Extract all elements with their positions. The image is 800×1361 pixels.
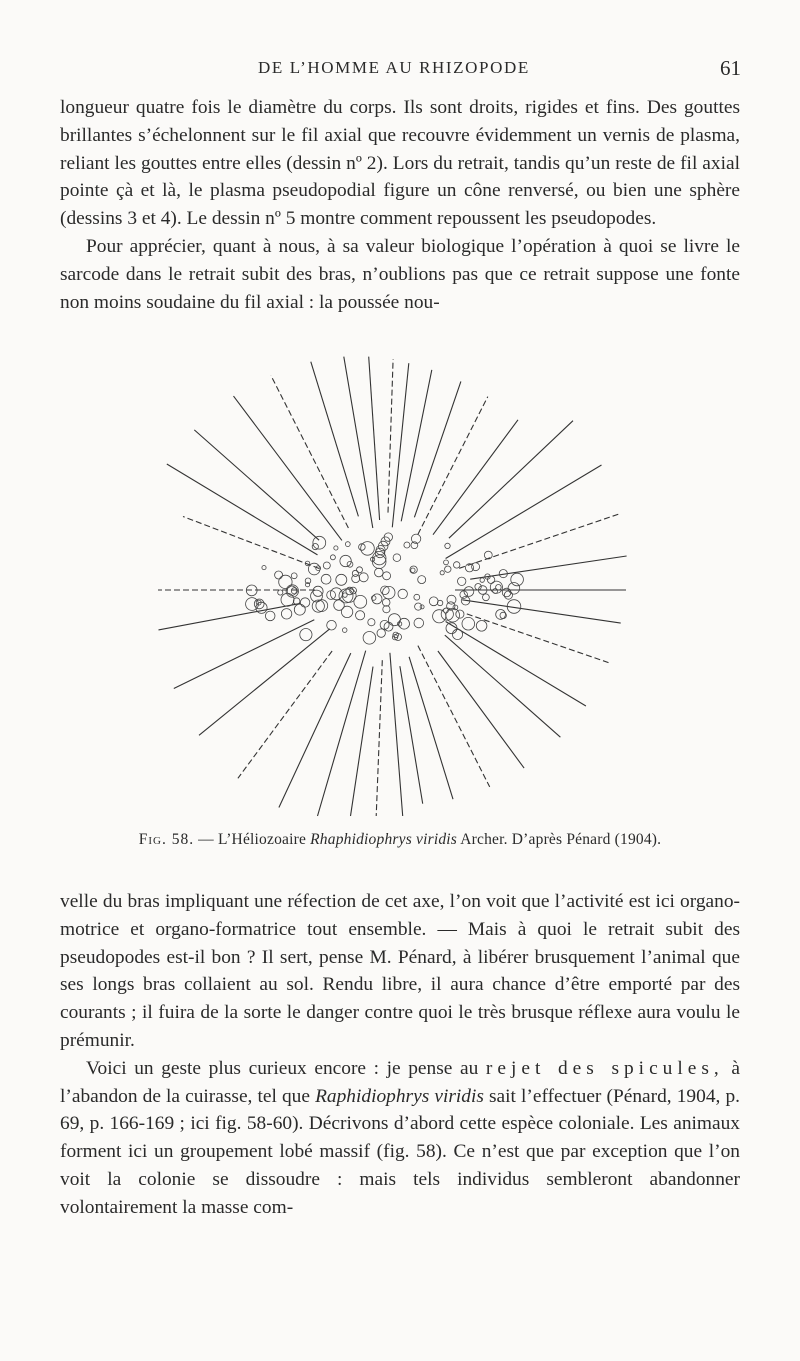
running-head: DE L’HOMME AU RHIZOPODE	[258, 58, 530, 77]
colony-cell	[313, 536, 326, 549]
colony-cell	[415, 603, 422, 610]
colony-cell	[342, 589, 356, 603]
colony-cell	[327, 620, 337, 630]
colony-cell	[359, 573, 368, 582]
bottom-text-block	[60, 888, 740, 1222]
pseudopod-spine	[414, 381, 461, 517]
caption-species: Rhaphidiophrys viridis	[310, 831, 458, 848]
pseudopod-spine	[388, 359, 393, 512]
colony-cell	[308, 563, 320, 575]
colony-cell	[418, 576, 426, 584]
pseudopod-spine	[462, 600, 621, 623]
colony-cell	[368, 619, 375, 626]
pseudopod-spine	[234, 396, 342, 540]
colony-cell	[342, 628, 347, 633]
colony-cell	[476, 621, 487, 632]
pseudopod-spine	[351, 667, 374, 816]
colony-cell	[493, 589, 498, 594]
colony-cell	[341, 606, 352, 617]
colony-cell	[429, 597, 438, 606]
colony-cell	[484, 551, 492, 559]
page-header	[0, 56, 800, 86]
colony-cell	[300, 598, 309, 607]
pseudopod-spine	[238, 651, 332, 778]
colony-cell	[313, 586, 323, 596]
colony-cell	[372, 555, 386, 569]
colony-cell	[446, 623, 457, 634]
paragraph-2: Pour apprécier, quant à nous, à sa valeur biologique l’opération à quoi se livre le sarcode dans le retrait subit des bras, n’oublions pas que ce retrait suppose une fonte non moins soudaine du fil axial : la poussée nou-	[60, 235, 740, 313]
colony-cell	[275, 571, 283, 579]
spaced-emphasis: rejet des spicules,	[485, 1057, 724, 1079]
pseudopod-spine	[418, 646, 490, 787]
paragraph-3: velle du bras impliquant une réfection de cet axe, l’on voit que l’activité est ici organo-motrice et organo-formatrice tout ensemble. — Mais à quoi le retrait subit des pseudopodes est-il bon ? Il sert, pense M. Pénard, à libérer brusquement l’animal que ses longs bras collaient au sol. Rendu libre, il aura chance d’être emporté par des courants ; il fuira de la sorte le danger contre quoi le très brusque réflexe aura voulu le prémunir.	[60, 891, 740, 1051]
top-text-block	[60, 94, 740, 316]
colony-cell	[445, 543, 450, 548]
figure-caption	[60, 831, 740, 849]
pseudopod-spine	[433, 420, 518, 535]
colony-cell	[452, 629, 462, 639]
colony-cell	[382, 599, 390, 607]
colony-cell	[377, 629, 385, 637]
pseudopod-spine	[446, 465, 602, 559]
colony-cell	[388, 614, 400, 626]
paragraph-4	[60, 1055, 740, 1222]
caption-source: Archer. D’après Pénard (1904).	[457, 831, 662, 848]
pseudopod-spine	[449, 421, 573, 539]
colony-cell	[487, 576, 494, 583]
colony-cell	[411, 568, 415, 572]
colony-cell	[265, 611, 275, 621]
colony-cell	[462, 617, 475, 630]
colony-cell	[508, 583, 520, 595]
paragraph-4-part-c: sait l’effectuer (Pénard, 1904, p. 69, p. 166-169 ; ici fig. 58-60). Décrivons d’abord cette espèce coloniale. Les animaux forment ici un groupement lobé massif (fig. 58). Ce n’est que par exception que l’on voit la colonie se dissoudre : mais tels individus sembleront abandonner volontairement la masse com-	[60, 1085, 740, 1218]
colony-cell	[357, 567, 363, 573]
pseudopod-spine	[409, 657, 453, 799]
colony-cell	[323, 562, 330, 569]
caption-text: — L’Héliozoaire	[194, 831, 311, 848]
pseudopod-spine	[369, 357, 380, 520]
colony-cell	[336, 574, 347, 585]
pseudopod-spine	[279, 653, 351, 807]
pseudopod-spine	[311, 362, 359, 517]
pseudopod-spine	[174, 620, 314, 689]
pseudopod-spine	[183, 517, 319, 569]
colony-cell	[356, 611, 365, 620]
colony-cell	[504, 591, 512, 599]
colony-cell	[281, 609, 291, 619]
colony-cell	[393, 554, 401, 562]
colony-cell	[361, 542, 375, 556]
colony-cell	[454, 562, 460, 568]
pseudopod-spine	[400, 666, 423, 804]
colony-cell	[483, 594, 490, 601]
pseudopod-spine	[392, 363, 409, 527]
page-number: 61	[720, 56, 741, 80]
colony-cell	[352, 575, 360, 583]
colony-cell	[398, 589, 407, 598]
paragraph-4-part-a: Voici un geste plus curieux encore : je pense au	[86, 1057, 486, 1079]
colony-cell	[472, 563, 480, 571]
colony-cell	[300, 629, 312, 641]
colony-cell	[445, 566, 451, 572]
pseudopod-spine	[271, 375, 349, 528]
colony-cell	[458, 577, 466, 585]
colony-cell	[278, 590, 283, 595]
colony-cell	[444, 560, 449, 565]
colony-cell	[294, 604, 305, 615]
pseudopod-spine	[376, 660, 382, 816]
colony-cell	[383, 572, 391, 580]
colony-cell	[340, 555, 351, 566]
species-name: Raphidiophrys viridis	[315, 1085, 484, 1107]
colony-cell	[375, 568, 384, 577]
colony-cell	[334, 546, 338, 550]
colony-cell	[383, 606, 390, 613]
colony-cell	[490, 581, 502, 593]
paragraph-4-part-b: à l’abandon de la cuirasse, tel que	[60, 1057, 740, 1107]
pseudopod-spine	[446, 622, 586, 707]
colony-cell	[262, 566, 266, 570]
pseudopod-spine	[445, 635, 561, 737]
pseudopod-spine	[418, 397, 488, 535]
colony-cell	[363, 632, 376, 645]
colony-cell	[404, 542, 410, 548]
pseudopod-spine	[470, 556, 626, 579]
colony-cell	[437, 600, 442, 605]
colony-cell	[330, 555, 335, 560]
pseudopod-spine	[344, 357, 373, 528]
pseudopod-spine	[390, 653, 403, 816]
heliozoan-illustration	[140, 340, 640, 820]
pseudopod-spine	[318, 651, 366, 816]
figure-label: Fig. 58.	[138, 831, 195, 848]
colony-cell	[440, 571, 444, 575]
colony-cell	[321, 574, 331, 584]
colony-cell	[456, 610, 464, 618]
pseudopod-spine	[467, 614, 609, 663]
pseudopod-spine	[438, 651, 524, 768]
colony-cell	[291, 573, 297, 579]
colony-cell	[480, 578, 484, 582]
colony-cell	[414, 618, 424, 628]
paragraph-1: longueur quatre fois le diamètre du corps. Ils sont droits, rigides et fins. Des gouttes brillantes s’échelonnent sur le fil axial que recouvre évidemment un vernis de plasma, reliant les gouttes entre elles (dessin nº 2). Lors du retrait, tandis qu’un reste de fil axial pointe çà et là, le plasma pseudopodial figure un cône renversé, ou bien une sphère (dessins 3 et 4). Le dessin nº 5 montre comment repoussent les pseudopodes.	[60, 97, 740, 230]
colony-cell	[287, 586, 296, 595]
pseudopod-spine	[159, 603, 301, 630]
colony-cell	[345, 542, 350, 547]
pseudopod-spine	[199, 629, 330, 736]
colony-cell	[447, 595, 456, 604]
colony-cell	[330, 588, 342, 600]
colony-cell	[414, 594, 420, 600]
